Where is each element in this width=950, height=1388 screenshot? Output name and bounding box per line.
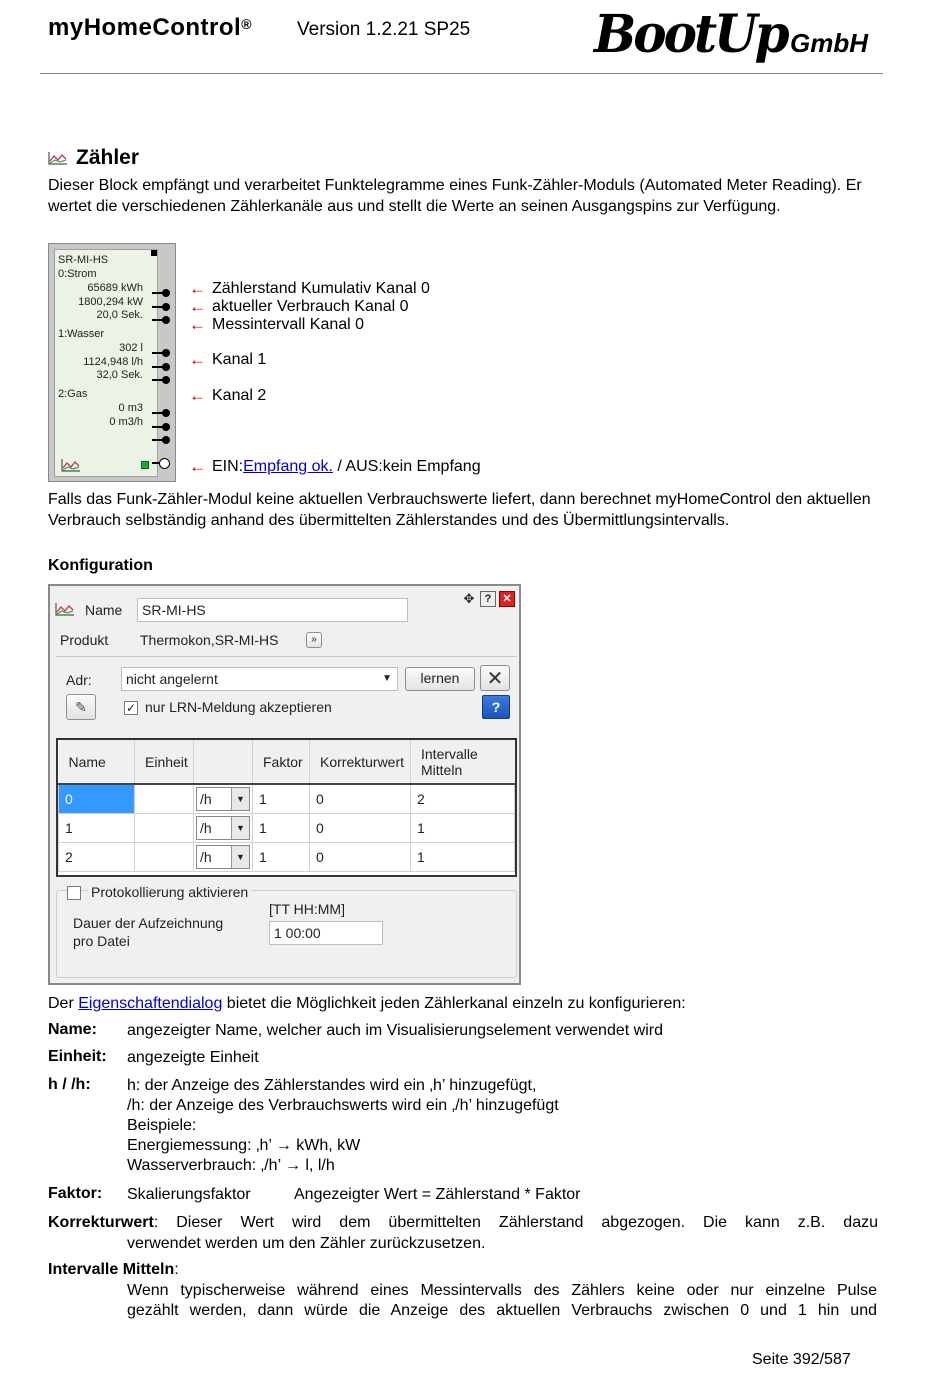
def-korrektur-line2: verwendet werden um den Zähler zurückzusetzen. bbox=[127, 1235, 486, 1252]
def-term-h: h / /h: bbox=[48, 1076, 91, 1093]
output-pin[interactable] bbox=[152, 409, 170, 417]
status-led bbox=[141, 461, 149, 469]
def-line: Beispiele: bbox=[127, 1117, 197, 1134]
output-pin[interactable] bbox=[152, 316, 170, 324]
table-row bbox=[59, 784, 515, 813]
column-header[interactable]: Name bbox=[59, 740, 135, 784]
output-pin[interactable] bbox=[152, 289, 170, 297]
def-intervalle-line1: Wenn typischerweise während eines Messintervalls des Zählers keine oder nur einzelne Pulse bbox=[127, 1282, 877, 1299]
block-name: SR-MI-HS bbox=[58, 254, 109, 266]
block-meter-icon bbox=[61, 458, 81, 472]
def-desc-faktor-formula: Angezeigter Wert = Zählerstand * Faktor bbox=[294, 1186, 581, 1203]
fallback-paragraph: Falls das Funk-Zähler-Modul keine aktuellen Verbrauchswerte liefert, dann berechnet myHomeControl den aktuellen Verbrauch selbständig anhand des übermittelten Zählerstandes und des Übermittlungsintervalls. bbox=[48, 491, 871, 529]
arrow-left-icon: ← bbox=[189, 386, 206, 405]
close-icon[interactable]: ✕ bbox=[499, 591, 515, 607]
move-icon[interactable]: ✥ bbox=[463, 591, 475, 606]
arrow-left-icon: ← bbox=[189, 457, 206, 476]
dauer-label-line2: pro Datei bbox=[73, 933, 130, 949]
def-line: h: der Anzeige des Zählerstandes wird ein ‚h’ hinzugefügt, bbox=[127, 1077, 537, 1094]
company-logo bbox=[594, 2, 884, 66]
block-line: 32,0 Sek. bbox=[96, 369, 143, 381]
status-output-pin[interactable] bbox=[152, 459, 170, 467]
dauer-input[interactable]: 1 00:00 bbox=[269, 921, 383, 945]
output-pin[interactable] bbox=[152, 376, 170, 384]
arrow-left-icon: ← bbox=[189, 315, 206, 334]
def-term-einheit: Einheit: bbox=[48, 1048, 107, 1065]
header-divider bbox=[40, 73, 883, 74]
cell-unit[interactable] bbox=[194, 842, 253, 871]
cell-einheit[interactable] bbox=[135, 842, 194, 871]
block-line: 1124,948 l/h bbox=[83, 356, 143, 368]
def-term-intervalle: Intervalle Mitteln: bbox=[48, 1261, 179, 1278]
cell-intervalle[interactable]: 1 bbox=[411, 813, 515, 842]
block-line: 1800,294 kW bbox=[78, 296, 143, 308]
def-desc-h bbox=[127, 1076, 559, 1176]
block-line: 65689 kWh bbox=[87, 282, 143, 294]
def-korrektur-line1: Korrekturwert: Dieser Wert wird dem übermittelten Zählerstand abgezogen. Die kann z.B. dazu bbox=[48, 1214, 878, 1231]
def-desc-faktor: Skalierungsfaktor bbox=[127, 1186, 251, 1203]
dropdown-arrow-icon: ▼ bbox=[231, 788, 249, 810]
cell-faktor[interactable]: 1 bbox=[253, 813, 310, 842]
empfang-link[interactable]: Empfang ok. bbox=[243, 458, 333, 475]
block-body bbox=[54, 249, 158, 477]
dialog-meter-icon bbox=[55, 602, 75, 616]
def-desc-einheit: angezeigte Einheit bbox=[127, 1049, 259, 1066]
konfiguration-heading: Konfiguration bbox=[48, 557, 153, 574]
help-icon[interactable]: ? bbox=[480, 591, 496, 607]
cell-einheit[interactable] bbox=[135, 784, 194, 813]
arrow-left-icon: ← bbox=[189, 350, 206, 369]
block-line: 0 m3 bbox=[118, 402, 143, 414]
block-line: 0:Strom bbox=[58, 268, 97, 280]
cell-unit[interactable] bbox=[194, 813, 253, 842]
lernen-button[interactable]: lernen bbox=[405, 667, 475, 691]
unit-select[interactable]: /h ▼ bbox=[196, 787, 250, 811]
teach-button[interactable] bbox=[66, 694, 96, 720]
lrn-checkbox-label: nur LRN-Meldung akzeptieren bbox=[145, 699, 332, 715]
cell-korrektur[interactable]: 0 bbox=[310, 784, 411, 813]
table-row bbox=[59, 813, 515, 842]
output-pin[interactable] bbox=[152, 349, 170, 357]
unit-select[interactable]: /h ▼ bbox=[196, 816, 250, 840]
protokoll-checkbox[interactable] bbox=[67, 886, 81, 900]
block-line: 2:Gas bbox=[58, 388, 88, 400]
produkt-label: Produkt bbox=[60, 632, 109, 648]
version-label: Version 1.2.21 SP25 bbox=[297, 19, 471, 40]
def-term-name: Name: bbox=[48, 1021, 97, 1038]
annotation-kanal1: ← Kanal 1 bbox=[189, 350, 267, 369]
zaehler-block bbox=[48, 243, 176, 482]
table-row bbox=[59, 842, 515, 871]
def-line: Wasserverbrauch: ‚/h’ → l, l/h bbox=[127, 1157, 335, 1174]
help-button[interactable]: ? bbox=[482, 695, 510, 719]
dropdown-arrow-icon: ▼ bbox=[231, 846, 249, 868]
registered-mark: ® bbox=[241, 16, 253, 32]
block-corner-marker bbox=[151, 250, 157, 256]
config-dialog bbox=[48, 584, 521, 985]
properties-intro: Der Eigenschaftendialog bietet die Möglichkeit jeden Zählerkanal einzeln zu konfigurieren: bbox=[48, 995, 686, 1012]
output-pin[interactable] bbox=[152, 303, 170, 311]
def-desc-name: angezeigter Name, welcher auch im Visualisierungselement verwendet wird bbox=[127, 1022, 663, 1039]
output-pin[interactable] bbox=[152, 436, 170, 444]
eigenschaftendialog-link[interactable]: Eigenschaftendialog bbox=[78, 995, 223, 1012]
cell-name[interactable]: 1 bbox=[59, 813, 135, 842]
logo-suffix: GmbH bbox=[790, 28, 868, 58]
channel-grid bbox=[56, 738, 517, 877]
protokoll-label: Protokollierung aktivieren bbox=[88, 884, 251, 900]
cell-faktor[interactable]: 1 bbox=[253, 842, 310, 871]
block-line: 1:Wasser bbox=[58, 328, 105, 340]
annotation-empfang: ← EIN:Empfang ok. / AUS:kein Empfang bbox=[189, 457, 481, 476]
cell-faktor[interactable]: 1 bbox=[253, 784, 310, 813]
lrn-checkbox[interactable]: ✓ bbox=[125, 701, 137, 715]
column-header[interactable]: Korrekturwert bbox=[310, 740, 411, 784]
page-number: Seite 392/587 bbox=[752, 1351, 851, 1368]
produkt-value: Thermokon,SR-MI-HS bbox=[140, 632, 279, 648]
cell-intervalle[interactable]: 2 bbox=[411, 784, 515, 813]
arrow-left-icon: ← bbox=[189, 279, 206, 298]
app-name: myHomeControl® bbox=[48, 14, 253, 41]
intro-paragraph: Dieser Block empfängt und verarbeitet Funktelegramme eines Funk-Zähler-Moduls (Automated Meter Reading). Er wertet die verschiedenen Zählerkanäle aus und stellt die Werte an seinen Ausgangspins zur Verfügung. bbox=[48, 177, 862, 215]
dauer-label-line1: Dauer der Aufzeichnung bbox=[73, 915, 224, 931]
format-label: [TT HH:MM] bbox=[269, 901, 345, 917]
column-header[interactable]: Intervalle Mitteln bbox=[411, 740, 515, 784]
cell-name[interactable]: 2 bbox=[59, 842, 135, 871]
cell-korrektur[interactable]: 0 bbox=[310, 842, 411, 871]
def-term-faktor: Faktor: bbox=[48, 1185, 103, 1202]
def-line: /h: der Anzeige des Verbrauchswerts wird ein ‚/h’ hinzugefügt bbox=[127, 1097, 559, 1114]
cancel-learn-button[interactable] bbox=[480, 665, 510, 691]
name-label: Name bbox=[85, 602, 123, 618]
block-line: 0 m3/h bbox=[109, 416, 143, 428]
column-header[interactable] bbox=[194, 740, 253, 784]
meter-icon bbox=[48, 151, 68, 165]
unit-select[interactable]: /h ▼ bbox=[196, 845, 250, 869]
cell-name[interactable]: 0 bbox=[59, 784, 135, 813]
x-icon: ✕ bbox=[486, 667, 504, 690]
cell-einheit[interactable] bbox=[135, 813, 194, 842]
dropdown-arrow-icon: ▼ bbox=[231, 817, 249, 839]
cell-intervalle[interactable]: 1 bbox=[411, 842, 515, 871]
def-intervalle-line2: gezählt werden, dann würde die Anzeige des aktuellen Verbrauchs zwischen 0 und 1 hin und bbox=[127, 1302, 877, 1319]
pencil-icon: ✎ bbox=[75, 698, 87, 715]
section-title: Zähler bbox=[48, 146, 139, 170]
dropdown-arrow-icon: ▼ bbox=[382, 673, 392, 684]
annotation-verbrauch: ← aktueller Verbrauch Kanal 0 bbox=[189, 297, 409, 316]
cell-unit[interactable] bbox=[194, 784, 253, 813]
annotation-kanal2: ← Kanal 2 bbox=[189, 386, 267, 405]
column-header[interactable]: Faktor bbox=[253, 740, 310, 784]
adr-label: Adr: bbox=[66, 672, 92, 688]
block-line: 302 l bbox=[119, 342, 143, 354]
output-pin[interactable] bbox=[152, 423, 170, 431]
def-line: Energiemessung: ‚h’ → kWh, kW bbox=[127, 1137, 361, 1154]
logo-wordmark: BootUp bbox=[594, 2, 787, 65]
arrow-left-icon: ← bbox=[189, 297, 206, 316]
annotation-kumulativ: ← Zählerstand Kumulativ Kanal 0 bbox=[189, 279, 430, 298]
annotation-messintervall: ← Messintervall Kanal 0 bbox=[189, 315, 365, 334]
output-pin[interactable] bbox=[152, 363, 170, 371]
adr-select[interactable]: nicht angelernt ▼ bbox=[121, 667, 398, 691]
block-line: 20,0 Sek. bbox=[96, 309, 143, 321]
cell-korrektur[interactable]: 0 bbox=[310, 813, 411, 842]
produkt-more-button[interactable]: » bbox=[306, 632, 322, 648]
name-input[interactable]: SR-MI-HS bbox=[137, 598, 408, 622]
column-header[interactable]: Einheit bbox=[135, 740, 194, 784]
